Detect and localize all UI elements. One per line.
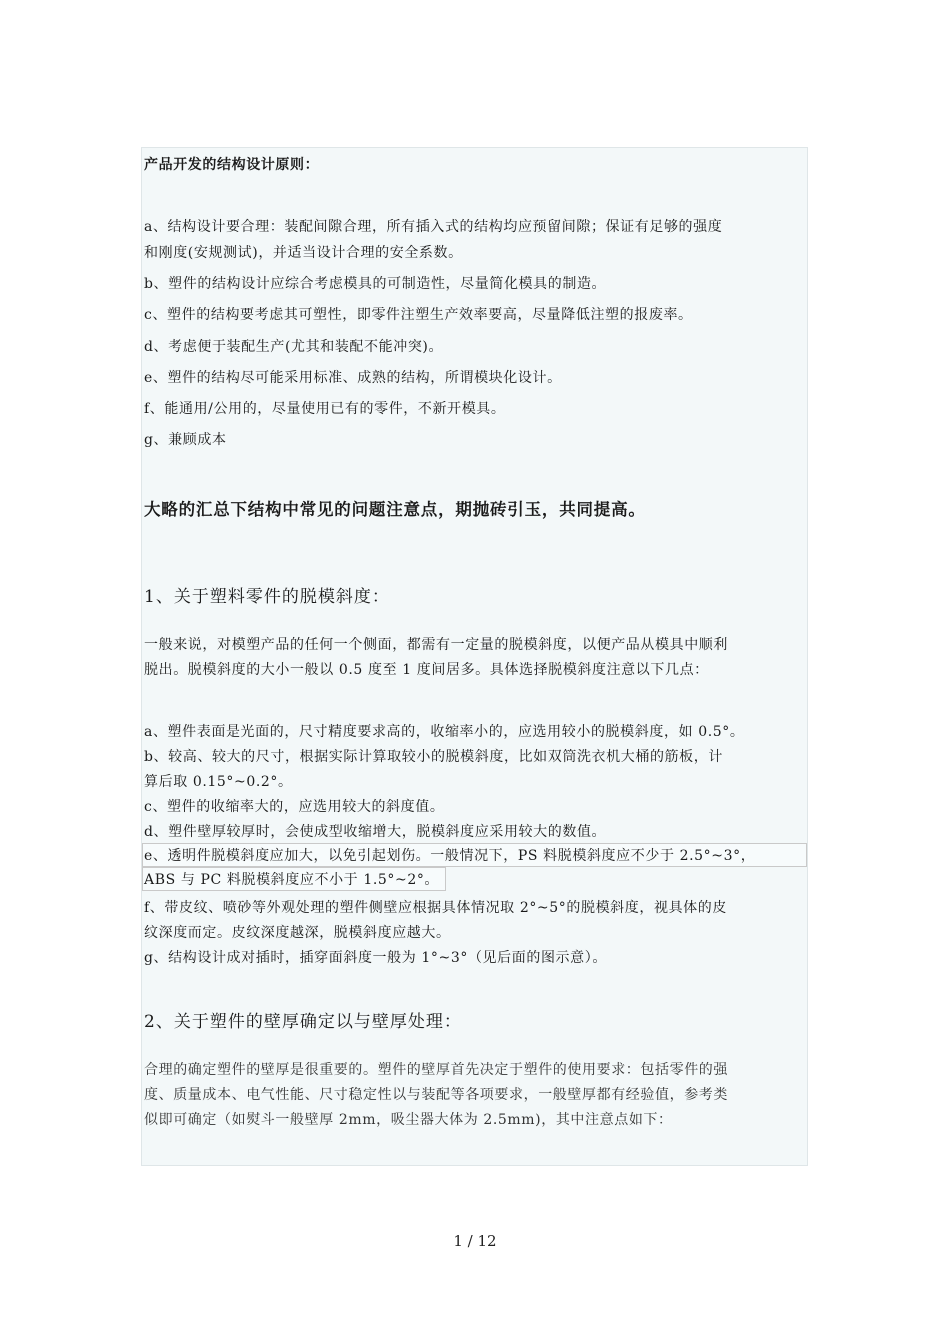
- section2-intro-line: 似即可确定（如熨斗一般壁厚 2mm，吸尘器大体为 2.5mm)，其中注意点如下：: [144, 1112, 673, 1128]
- section1-item: d、塑件壁厚较厚时，会使成型收缩增大，脱模斜度应采用较大的数值。: [144, 824, 607, 840]
- principles-title: 产品开发的结构设计原则：: [144, 157, 320, 173]
- principle-line: 和刚度(安规测试)，并适当设计合理的安全系数。: [144, 245, 463, 261]
- section1-intro-line: 一般来说，对模塑产品的任何一个侧面，都需有一定量的脱模斜度，以便产品从模具中顺利: [144, 637, 728, 653]
- section1-item: 纹深度而定。皮纹深度越深，脱模斜度应越大。: [144, 925, 451, 941]
- section1-heading: 1、关于塑料零件的脱模斜度：: [144, 587, 390, 607]
- section1-boxed-line: ABS 与 PC 料脱模斜度应不小于 1.5°~2°。: [144, 872, 440, 888]
- section1-item: g、结构设计成对插时，插穿面斜度一般为 1°~3°（见后面的图示意）。: [144, 950, 607, 966]
- principle-line: g、兼顾成本: [144, 432, 227, 448]
- section2-intro-line: 合理的确定塑件的壁厚是很重要的。塑件的壁厚首先决定于塑件的使用要求：包括零件的强: [144, 1062, 728, 1078]
- section1-item: b、较高、较大的尺寸，根据实际计算取较小的脱模斜度，比如双筒洗衣机大桶的筋板，计: [144, 749, 723, 765]
- section1-item: a、塑件表面是光面的，尺寸精度要求高的，收缩率小的，应选用较小的脱模斜度，如 0.5°。: [144, 724, 745, 740]
- principle-line: c、塑件的结构要考虑其可塑性，即零件注塑生产效率要高，尽量降低注塑的报废率。: [144, 307, 693, 323]
- principle-line: e、塑件的结构尽可能采用标准、成熟的结构，所谓模块化设计。: [144, 370, 562, 386]
- principle-line: d、考虑便于装配生产(尤其和装配不能冲突)。: [144, 339, 444, 355]
- section1-item: f、带皮纹、喷砂等外观处理的塑件侧壁应根据具体情况取 2°~5°的脱模斜度，视具体的皮: [144, 900, 727, 916]
- summary-heading: 大略的汇总下结构中常见的问题注意点，期抛砖引玉，共同提高。: [144, 500, 646, 519]
- section1-item: c、塑件的收缩率大的，应选用较大的斜度值。: [144, 799, 445, 815]
- principle-line: a、结构设计要合理：装配间隙合理，所有插入式的结构均应预留间隙；保证有足够的强度: [144, 219, 723, 235]
- principle-line: b、塑件的结构设计应综合考虑模具的可制造性，尽量简化模具的制造。: [144, 276, 607, 292]
- page-number: 1 / 12: [453, 1232, 497, 1250]
- section1-item: 算后取 0.15°~0.2°。: [144, 774, 293, 790]
- section2-heading: 2、关于塑件的壁厚确定以与壁厚处理：: [144, 1012, 462, 1032]
- section1-intro-line: 脱出。脱模斜度的大小一般以 0.5 度至 1 度间居多。具体选择脱模斜度注意以下几点：: [144, 662, 709, 678]
- section2-intro-line: 度、质量成本、电气性能、尺寸稳定性以与装配等各项要求，一般壁厚都有经验值，参考类: [144, 1087, 728, 1103]
- principle-line: f、能通用/公用的，尽量使用已有的零件，不新开模具。: [144, 401, 506, 417]
- section1-boxed-line: e、透明件脱模斜度应加大，以免引起划伤。一般情况下，PS 料脱模斜度应不少于 2.5°~3°，: [144, 848, 756, 864]
